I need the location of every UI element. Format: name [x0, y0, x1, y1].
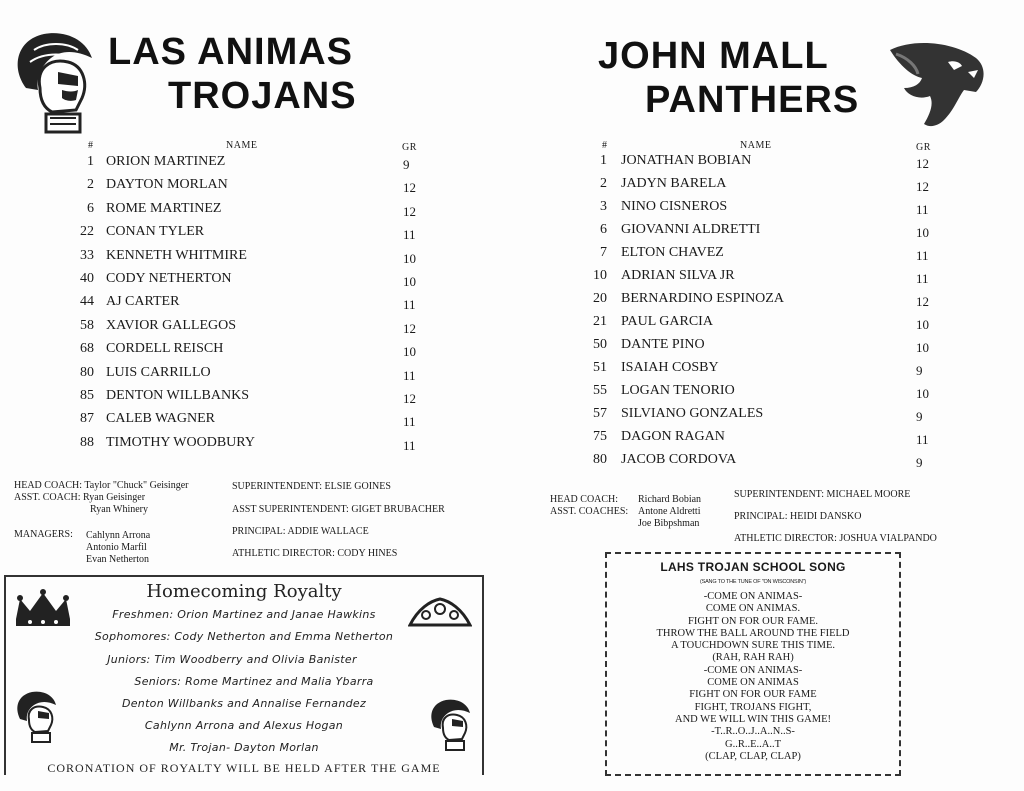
player-grade: 12: [403, 203, 416, 219]
player-name: AJ CARTER: [106, 294, 180, 310]
roster-row: [64, 341, 424, 361]
song-lines: [607, 591, 899, 763]
song-line: -COME ON ANIMAS-: [703, 591, 803, 602]
player-name: CODY NETHERTON: [106, 271, 232, 286]
player-name: JADYN BARELA: [621, 176, 727, 191]
player-name: ELTON CHAVEZ: [621, 245, 724, 260]
right-team-title-line1: JOHN MALL: [598, 35, 829, 77]
right-superintendent: SUPERINTENDENT: MICHAEL MOORE: [734, 489, 911, 500]
player-name: BERNARDINO ESPINOZA: [621, 291, 784, 306]
roster-row: [577, 383, 947, 403]
royalty-line-juniors: Juniors: Tim Woodberry and Olivia Banister: [107, 653, 357, 666]
roster-row: [64, 318, 424, 338]
player-grade: 12: [916, 179, 929, 194]
roster-row: [577, 360, 947, 380]
roster-row: [577, 406, 947, 426]
roster-row: [64, 411, 424, 431]
royalty-footer: CORONATION OF ROYALTY WILL BE HELD AFTER THE GAME: [47, 761, 441, 775]
left-asst-coach-2: Ryan Whinery: [90, 504, 149, 515]
roster-row: [64, 154, 424, 174]
right-principal: PRINCIPAL: HEIDI DANSKO: [734, 511, 862, 522]
left-managers-label: MANAGERS:: [14, 529, 73, 540]
player-grade: 12: [403, 391, 416, 406]
player-number: 22: [80, 224, 94, 240]
player-name: CORDELL REISCH: [106, 341, 224, 357]
royalty-line-freshmen: Freshmen: Orion Martinez and Janae Hawkins: [112, 608, 376, 621]
roster-row: [64, 248, 424, 268]
roster-row: [577, 314, 947, 334]
song-line: THROW THE BALL AROUND THE FIELD: [656, 627, 850, 639]
left-roster-header-num: #: [88, 140, 94, 151]
right-head-coach-label: HEAD COACH:: [550, 494, 619, 505]
player-number: 2: [600, 176, 607, 191]
song-line: AND WE WILL WIN THIS GAME!: [674, 713, 832, 725]
right-asst-coaches-label: ASST. COACHES:: [550, 506, 629, 517]
player-grade: 10: [403, 274, 416, 289]
song-line: FIGHT, TROJANS FIGHT,: [694, 701, 812, 713]
player-name: ISAIAH COSBY: [621, 360, 719, 375]
player-grade: 10: [916, 225, 929, 240]
player-grade: 11: [916, 432, 929, 447]
player-name: ORION MARTINEZ: [106, 154, 226, 169]
roster-row: [64, 294, 424, 314]
player-number: 80: [593, 452, 607, 467]
roster-row: [64, 224, 424, 244]
player-grade: 10: [916, 386, 929, 401]
player-number: 58: [80, 317, 94, 333]
player-name: LOGAN TENORIO: [621, 383, 735, 398]
player-number: 3: [600, 199, 607, 214]
player-number: 21: [593, 314, 607, 329]
left-athletic-director: ATHLETIC DIRECTOR: CODY HINES: [232, 548, 398, 559]
player-grade: 10: [916, 317, 929, 332]
player-grade: 11: [916, 202, 929, 217]
roster-row: [577, 222, 947, 242]
right-asst-coach-2: Joe Bibpshman: [638, 518, 700, 529]
player-name: DAGON RAGAN: [621, 429, 725, 444]
player-number: 88: [80, 434, 94, 450]
player-name: JACOB CORDOVA: [621, 452, 737, 467]
player-number: 2: [87, 177, 94, 193]
roster-row: [64, 365, 424, 385]
roster-row: [64, 177, 424, 197]
left-manager-2: Antonio Marfil: [86, 542, 147, 553]
right-asst-coach-1: Antone Aldretti: [638, 506, 701, 517]
royalty-line-seniors-1: Seniors: Rome Martinez and Malia Ybarra: [134, 675, 374, 688]
player-name: PAUL GARCIA: [621, 314, 713, 329]
song-line: -COME ON ANIMAS-: [703, 664, 803, 676]
player-number: 1: [600, 153, 607, 168]
player-number: 10: [593, 268, 607, 283]
right-roster-header-grade: GR: [916, 142, 931, 153]
player-number: 51: [593, 360, 607, 375]
song-line: (RAH, RAH RAH): [712, 652, 794, 664]
player-grade: 12: [403, 320, 416, 336]
player-number: 20: [593, 291, 607, 306]
player-grade: 12: [916, 156, 929, 171]
player-grade: 10: [916, 340, 929, 355]
player-name: DANTE PINO: [621, 337, 705, 352]
player-number: 6: [600, 222, 607, 237]
player-number: 44: [80, 294, 94, 310]
roster-row: [64, 271, 424, 291]
player-number: 75: [593, 429, 607, 444]
right-athletic-director: ATHLETIC DIRECTOR: JOSHUA VIALPANDO: [734, 533, 937, 544]
player-grade: 11: [403, 414, 416, 430]
left-manager-1: Cahlynn Arrona: [86, 530, 151, 541]
player-grade: 10: [403, 250, 416, 266]
royalty-line-mr-trojan: Mr. Trojan- Dayton Morlan: [169, 741, 319, 754]
left-team-title-line2: TROJANS: [168, 75, 357, 117]
royalty-title: Homecoming Royalty: [146, 581, 342, 602]
player-number: 7: [600, 245, 607, 260]
player-name: ROME MARTINEZ: [106, 200, 222, 216]
right-team-title-line2: PANTHERS: [645, 79, 860, 121]
song-line: FIGHT ON FOR OUR FAME: [689, 689, 817, 701]
player-grade: 9: [916, 409, 923, 424]
player-grade: 11: [403, 297, 416, 313]
song-line: A TOUCHDOWN SURE THIS TIME.: [670, 640, 836, 652]
left-team-title-line1: LAS ANIMAS: [108, 31, 354, 73]
song-line: G..R..E..A..T: [725, 738, 781, 750]
royalty-line-sophomores: Sophomores: Cody Netherton and Emma Netherton: [94, 630, 394, 643]
panther-logo-icon: [884, 40, 988, 132]
player-grade: 11: [916, 248, 929, 263]
roster-row: [577, 268, 947, 288]
left-asst-superintendent: ASST SUPERINTENDENT: GIGET BRUBACHER: [232, 504, 445, 515]
roster-row: [577, 153, 947, 173]
royalty-line-seniors-2: Denton Willbanks and Annalise Fernandez: [121, 697, 367, 710]
song-line: -T..R..O..J..A..N..S-: [711, 726, 795, 738]
player-name: SILVIANO GONZALES: [621, 406, 764, 421]
player-number: 55: [593, 383, 607, 398]
player-grade: 11: [403, 227, 416, 243]
song-line: (CLAP, CLAP, CLAP): [705, 750, 801, 762]
player-number: 87: [80, 411, 94, 427]
royalty-line-seniors-3: Cahlynn Arrona and Alexus Hogan: [144, 719, 344, 732]
right-head-coach: Richard Bobian: [638, 494, 702, 505]
player-grade: 9: [403, 157, 410, 172]
player-name: KENNETH WHITMIRE: [106, 247, 247, 263]
player-name: ADRIAN SILVA JR: [621, 268, 735, 283]
player-grade: 11: [916, 271, 929, 286]
roster-row: [577, 337, 947, 357]
left-principal: PRINCIPAL: ADDIE WALLACE: [232, 526, 369, 537]
left-roster-header-grade: GR: [402, 142, 417, 153]
player-number: 68: [80, 341, 94, 357]
player-number: 50: [593, 337, 607, 352]
player-grade: 11: [403, 367, 416, 383]
player-name: XAVIOR GALLEGOS: [106, 317, 237, 333]
player-name: GIOVANNI ALDRETTI: [621, 222, 761, 237]
roster-row: [64, 201, 424, 221]
player-grade: 9: [916, 455, 923, 470]
roster-row: [577, 199, 947, 219]
left-asst-coach-1: ASST. COACH: Ryan Geisinger: [14, 492, 146, 503]
player-grade: 12: [916, 294, 929, 309]
homecoming-royalty-box: [4, 575, 484, 775]
player-number: 33: [80, 247, 94, 263]
right-roster-header-name: NAME: [740, 140, 772, 151]
player-grade: 9: [916, 363, 923, 378]
left-superintendent: SUPERINTENDENT: ELSIE GOINES: [232, 481, 391, 492]
song-title: LAHS TROJAN SCHOOL SONG: [660, 560, 846, 574]
roster-row: [64, 435, 424, 455]
roster-row: [577, 452, 947, 472]
roster-row: [64, 388, 424, 408]
roster-row: [577, 176, 947, 196]
player-grade: 10: [403, 344, 416, 360]
player-name: CALEB WAGNER: [106, 411, 216, 427]
player-number: 80: [80, 364, 94, 380]
player-number: 1: [87, 154, 94, 169]
trojan-logo-icon: [6, 28, 96, 136]
player-number: 6: [87, 200, 94, 216]
player-name: NINO CISNEROS: [621, 199, 728, 214]
player-name: LUIS CARRILLO: [106, 364, 211, 380]
right-roster-header-num: #: [602, 140, 608, 151]
song-line: COME ON ANIMAS.: [705, 603, 801, 615]
left-roster-header-name: NAME: [226, 140, 258, 151]
song-line: FIGHT ON FOR OUR FAME.: [687, 615, 818, 627]
roster-row: [577, 245, 947, 265]
player-name: DAYTON MORLAN: [106, 177, 228, 193]
player-grade: 12: [403, 180, 416, 196]
player-number: 85: [80, 388, 94, 403]
player-number: 57: [593, 406, 607, 421]
player-number: 40: [80, 271, 94, 286]
player-name: JONATHAN BOBIAN: [621, 153, 752, 168]
player-grade: 11: [403, 437, 416, 453]
song-line: COME ON ANIMAS: [707, 677, 799, 689]
song-subtitle: (SANG TO THE TUNE OF "ON WISCONSIN"): [699, 579, 806, 585]
left-manager-3: Evan Netherton: [86, 554, 150, 565]
roster-row: [577, 429, 947, 449]
player-name: DENTON WILLBANKS: [106, 388, 249, 403]
roster-row: [577, 291, 947, 311]
player-name: CONAN TYLER: [106, 224, 205, 240]
player-name: TIMOTHY WOODBURY: [106, 434, 255, 450]
school-song-box: [605, 552, 901, 776]
left-head-coach: HEAD COACH: Taylor "Chuck" Geisinger: [14, 480, 189, 491]
